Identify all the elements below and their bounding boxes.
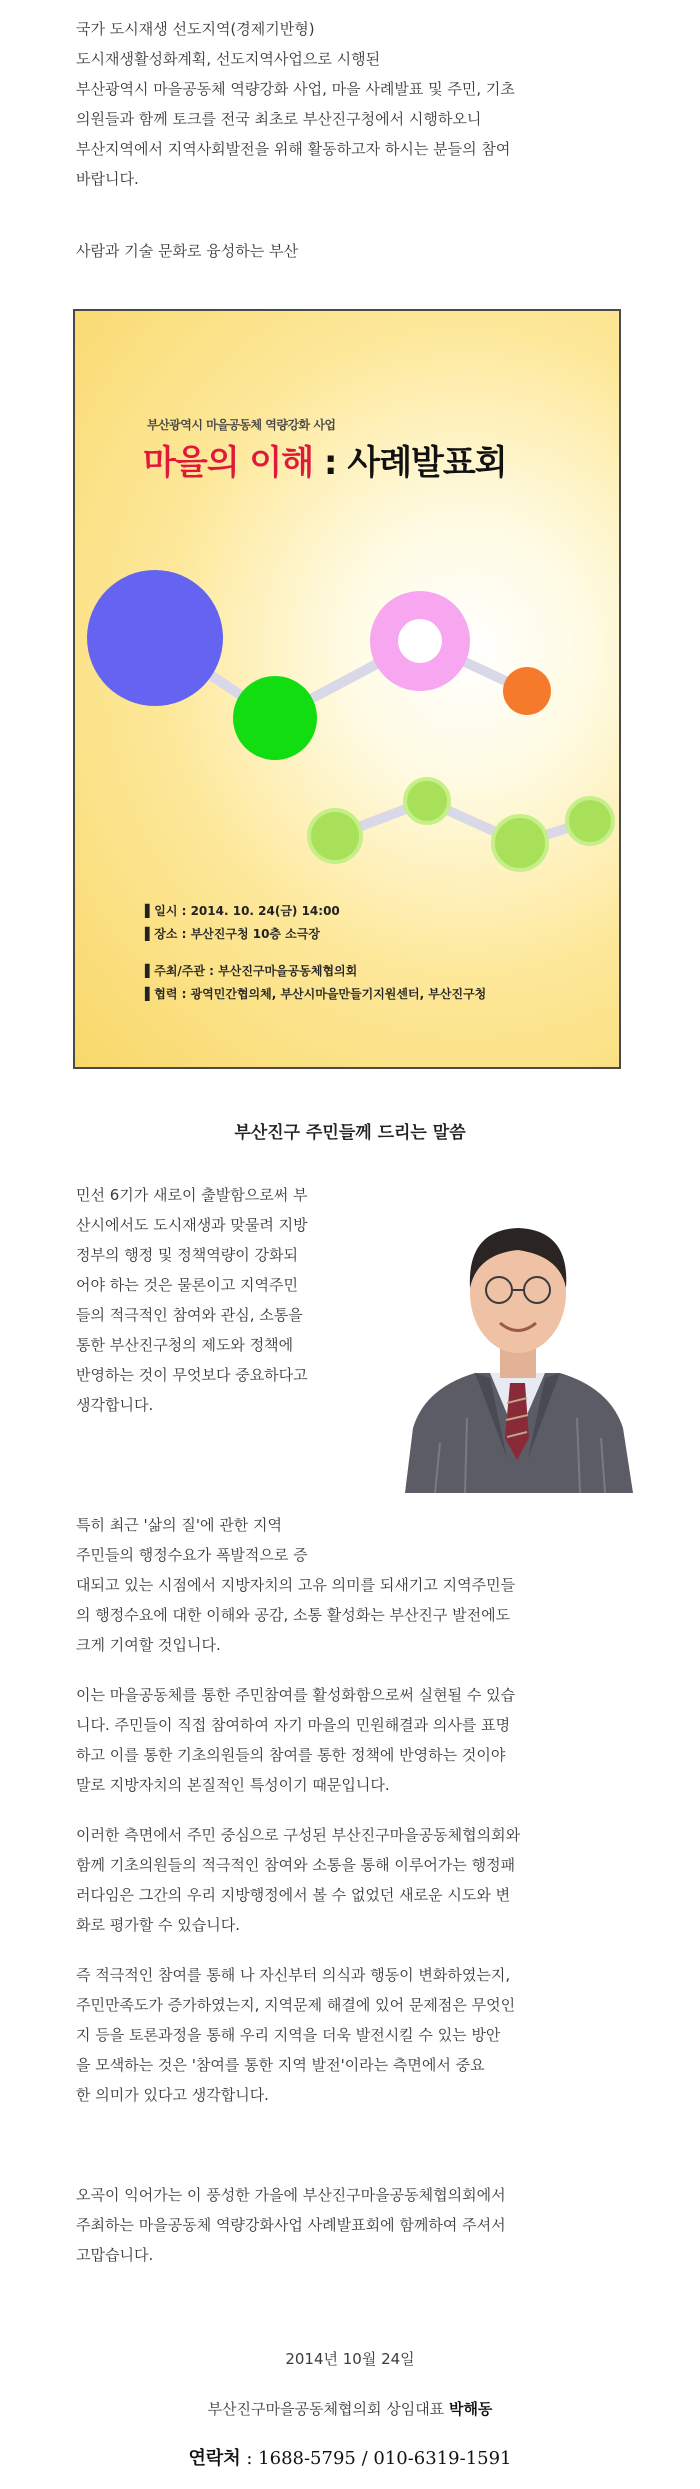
lime-dotted-circle	[567, 798, 613, 844]
poster-place	[145, 925, 320, 942]
event-poster	[73, 309, 621, 1069]
paragraph-line: 을 모색하는 것은 '참여를 통한 지역 발전'이라는 측면에서 중요	[76, 2056, 485, 2074]
poster-title-colon: :	[313, 443, 348, 483]
paragraph-5	[76, 1960, 638, 2110]
paragraph-line: 이러한 측면에서 주민 중심으로 구성된 부산진구마을공동체협의회와	[76, 1826, 521, 1844]
poster-title-red: 마을의 이해	[143, 443, 314, 483]
signature	[0, 2398, 700, 2419]
paragraph-line: 지 등을 토론과정을 통해 우리 지역을 더욱 발전시킬 수 있는 방안	[76, 2026, 501, 2044]
poster-title	[143, 435, 507, 484]
paragraph-2	[76, 1510, 638, 1660]
paragraph-line: 말로 지방자치의 본질적인 특성이기 때문입니다.	[76, 1776, 390, 1794]
intro-line: 부산광역시 마을공동체 역량강화 사업, 마을 사례발표 및 주민, 기초	[76, 80, 515, 98]
place-label: ▌장소 :	[145, 927, 191, 941]
paragraph-line: 특히 최근 '삶의 질'에 관한 지역	[76, 1516, 282, 1534]
green-circle	[233, 676, 317, 760]
poster-subtitle: 부산광역시 마을공동체 역량강화 사업	[147, 418, 336, 432]
date-label: ▌일시 :	[145, 904, 191, 918]
paragraph-line: 니다. 주민들이 직접 참여하여 자기 마을의 민원해결과 의사를 표명	[76, 1716, 511, 1734]
signature-name: 박해동	[448, 2400, 493, 2418]
lime-dotted-circle	[493, 816, 547, 870]
paragraph-line: 한 의미가 있다고 생각합니다.	[76, 2086, 269, 2104]
paragraph-line: 들의 적극적인 참여와 관심, 소통을	[76, 1306, 303, 1324]
intro-line: 바랍니다.	[76, 170, 139, 188]
slogan: 사람과 기술 문화로 융성하는 부산	[76, 242, 298, 260]
paragraph-3	[76, 1680, 638, 1800]
paragraph-line: 오곡이 익어가는 이 풍성한 가을에 부산진구마을공동체협의회에서	[76, 2186, 506, 2204]
paragraph-line: 이는 마을공동체를 통한 주민참여를 활성화함으로써 실현될 수 있습	[76, 1686, 516, 1704]
paragraph-1	[76, 1180, 381, 1420]
paragraph-line: 러다임은 그간의 우리 지방행정에서 볼 수 없었던 새로운 시도와 변	[76, 1886, 511, 1904]
pink-ring-center	[398, 619, 442, 663]
paragraph-line: 어야 하는 것은 물론이고 지역주민	[76, 1276, 298, 1294]
paragraph-line: 주최하는 마을공동체 역량강화사업 사례발표회에 함께하여 주셔서	[76, 2216, 506, 2234]
contact-info	[0, 2444, 700, 2470]
paragraph-line: 민선 6기가 새로이 출발함으로써 부	[76, 1186, 308, 1204]
paragraph-6	[76, 2180, 638, 2270]
paragraph-line: 대되고 있는 시점에서 지방자치의 고유 의미를 되새기고 지역주민들	[76, 1576, 516, 1594]
paragraph-line: 주민들의 행정수요가 폭발적으로 증	[76, 1546, 308, 1564]
signature-org: 부산진구마을공동체협의회 상임대표	[207, 2400, 449, 2418]
paragraph-line: 하고 이를 통한 기초의원들의 참여를 통한 정책에 반영하는 것이야	[76, 1746, 506, 1764]
coop-value: 광역민간협의체, 부산시마을만들기지원센터, 부산진구청	[190, 987, 487, 1001]
contact-label: 연락처	[188, 2448, 241, 2469]
paragraph-line: 고맙습니다.	[76, 2246, 154, 2264]
poster-date	[145, 902, 340, 919]
intro-line: 부산지역에서 지역사회발전을 위해 활동하고자 하시는 분들의 참여	[76, 140, 511, 158]
lime-dotted-circle	[405, 779, 449, 823]
paragraph-line: 의 행정수요에 대한 이해와 공감, 소통 활성화는 부산진구 발전에도	[76, 1606, 511, 1624]
portrait-image	[395, 1188, 640, 1493]
paragraph-4	[76, 1820, 638, 1940]
intro-line: 도시재생활성화계획, 선도지역사업으로 시행된	[76, 50, 381, 68]
orange-circle	[503, 667, 551, 715]
paragraph-line: 생각합니다.	[76, 1396, 154, 1414]
intro-line: 의원들과 함께 토크를 전국 최초로 부산진구청에서 시행하오니	[76, 110, 482, 128]
paragraph-line: 주민만족도가 증가하였는지, 지역문제 해결에 있어 문제점은 무엇인	[76, 1996, 516, 2014]
document-date: 2014년 10월 24일	[285, 2350, 415, 2368]
paragraph-line: 화로 평가할 수 있습니다.	[76, 1916, 240, 1934]
host-value: 부산진구마을공동체협의회	[218, 964, 358, 978]
blue-circle	[87, 570, 223, 706]
paragraph-line: 정부의 행정 및 정책역량이 강화되	[76, 1246, 298, 1264]
intro-text	[76, 14, 636, 194]
poster-host	[145, 962, 357, 979]
poster-title-black: 사례발표회	[347, 443, 507, 483]
contact-value: : 1688-5795 / 010-6319-1591	[240, 2448, 512, 2469]
paragraph-line: 크게 기여할 것입니다.	[76, 1636, 221, 1654]
paragraph-line: 함께 기초의원들의 적극적인 참여와 소통을 통해 이루어가는 행정패	[76, 1856, 516, 1874]
section-title: 부산진구 주민들께 드리는 말씀	[234, 1123, 466, 1143]
intro-line: 국가 도시재생 선도지역(경제기반형)	[76, 20, 315, 38]
lime-dotted-circle	[309, 810, 361, 862]
poster-coop	[145, 985, 486, 1002]
host-label: ▌주최/주관 :	[145, 964, 219, 978]
date-value: 2014. 10. 24(금) 14:00	[190, 904, 340, 918]
paragraph-line: 산시에서도 도시재생과 맞물려 지방	[76, 1216, 308, 1234]
coop-label: ▌협력 :	[145, 987, 191, 1001]
paragraph-line: 즉 적극적인 참여를 통해 나 자신부터 의식과 행동이 변화하였는지,	[76, 1966, 511, 1984]
paragraph-line: 반영하는 것이 무엇보다 중요하다고	[76, 1366, 308, 1384]
paragraph-line: 통한 부산진구청의 제도와 정책에	[76, 1336, 294, 1354]
place-value: 부산진구청 10층 소극장	[190, 927, 320, 941]
representative-portrait	[395, 1188, 640, 1493]
